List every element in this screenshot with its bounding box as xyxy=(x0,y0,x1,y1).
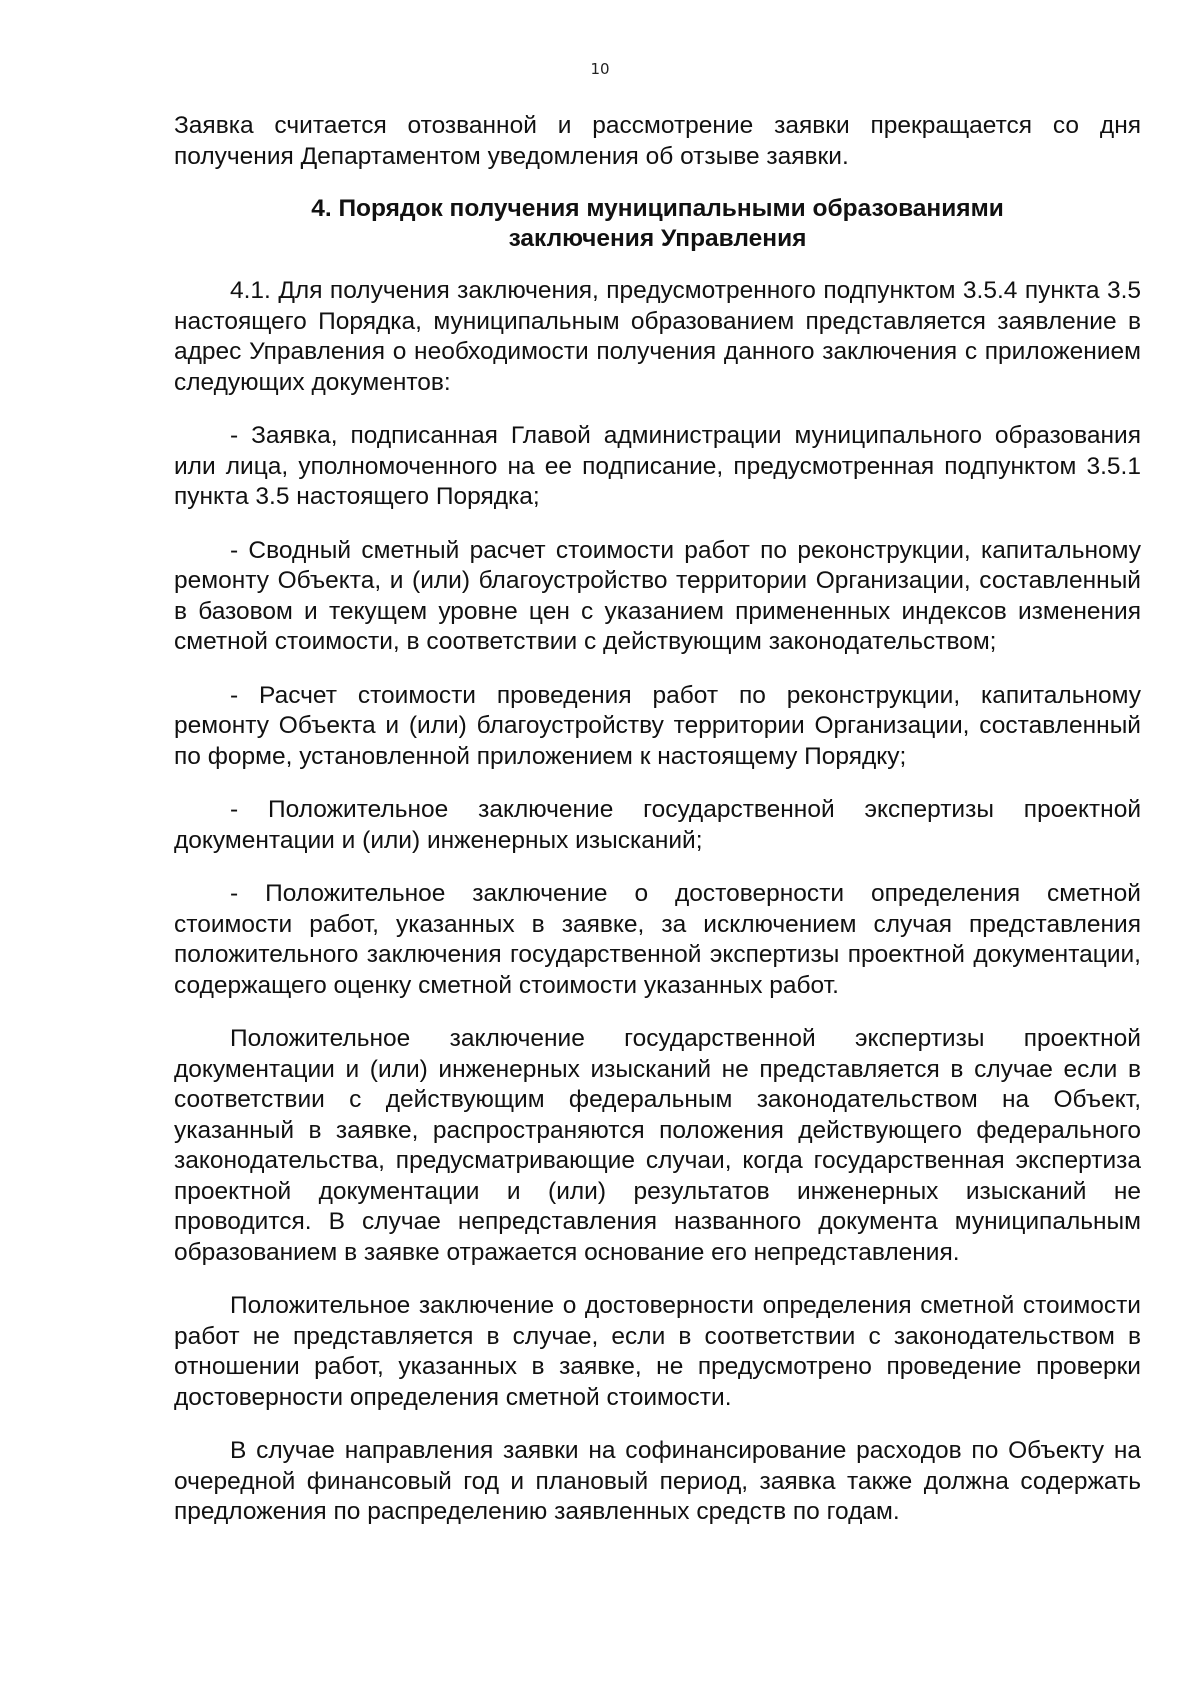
paragraph-expertise-exemption: Положительное заключение государственной экспертизы проектной документации и (или) инженерных изысканий не представляется в случае если в соответствии с действующим федеральным законодательством на Объект, указанный в заявке, распространяются положения действующего федерального законодательства, предусматривающие случаи, когда государственная экспертиза проектной документации и (или) результатов инженерных изысканий не проводится. В случае непредставления названного документа муниципальным образованием в заявке отражается основание его непредставления. xyxy=(174,1025,1141,1266)
paragraph-verification-exemption: Положительное заключение о достоверности определения сметной стоимости работ не представляется в случае, если в соответствии с законодательством в отношении работ, указанных в заявке, не предусмотрено проведение проверки достоверности определения сметной стоимости. xyxy=(174,1292,1141,1411)
paragraph-cofinancing: В случае направления заявки на софинансирование расходов по Объекту на очередной финансовый год и плановый период, заявка также должна содержать предложения по распределению заявленных средств по годам. xyxy=(174,1437,1141,1525)
list-item-cost-verification: - Положительное заключение о достоверности определения сметной стоимости работ, указанных в заявке, за исключением случая представления положительного заключения государственной экспертизы проектной документации, содержащего оценку сметной стоимости указанных работ. xyxy=(174,880,1141,999)
intro-paragraph: Заявка считается отозванной и рассмотрение заявки прекращается со дня получения Департаментом уведомления об отзыве заявки. xyxy=(174,112,1141,170)
section-heading-line1: 4. Порядок получения муниципальными образованиями xyxy=(311,195,1004,222)
section-heading xyxy=(174,194,1141,254)
list-item-estimate: - Сводный сметный расчет стоимости работ по реконструкции, капитальному ремонту Объекта, и (или) благоустройство территории Организации, составленный в базовом и текущем уровне цен с указанием примененных индексов изменения сметной стоимости, в соответствии с действующим законодательством; xyxy=(174,536,1141,655)
list-item-application: - Заявка, подписанная Главой администрации муниципального образования или лица, уполномоченного на ее подписание, предусмотренная подпунктом 3.5.1 пункта 3.5 настоящего Порядка; xyxy=(174,422,1141,510)
page-number: 10 xyxy=(590,60,610,78)
paragraph-4-1: 4.1. Для получения заключения, предусмотренного подпунктом 3.5.4 пункта 3.5 настоящего Порядка, муниципальным образованием представляется заявление в адрес Управления о необходимости получения данного заключения с приложением следующих документов: xyxy=(174,277,1141,396)
document-body xyxy=(174,111,1141,1528)
list-item-cost-calculation: - Расчет стоимости проведения работ по реконструкции, капитальному ремонту Объекта и (или) благоустройству территории Организации, составленный по форме, установленной приложением к настоящему Порядку; xyxy=(174,681,1141,770)
list-item-state-expertise: - Положительное заключение государственной экспертизы проектной документации и (или) инженерных изысканий; xyxy=(174,796,1141,854)
section-heading-line2: заключения Управления xyxy=(508,225,807,252)
